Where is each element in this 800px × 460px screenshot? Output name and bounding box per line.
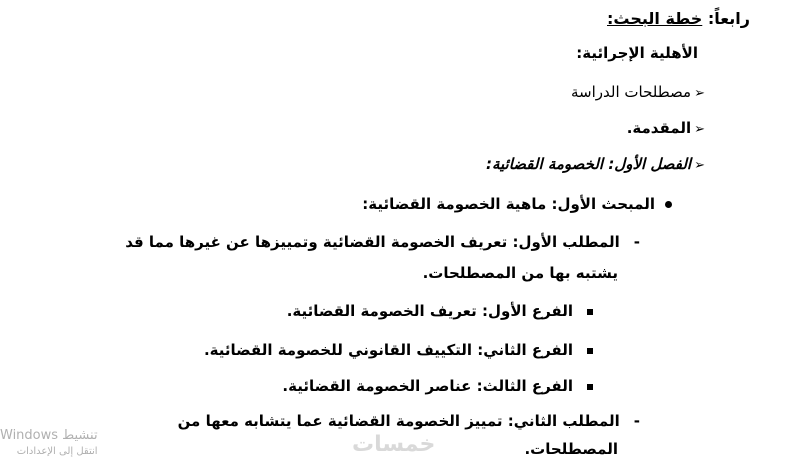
square-bullet-icon <box>587 384 593 390</box>
branch-item <box>287 300 593 322</box>
list-item <box>627 117 705 141</box>
requirement-text: المصطلحات. <box>524 440 618 458</box>
windows-activation-watermark <box>0 428 98 460</box>
heading <box>607 8 750 30</box>
heading-prefix: رابعاً: <box>707 9 750 28</box>
requirement-line <box>178 410 640 432</box>
square-bullet-icon <box>587 309 593 315</box>
heading-title: خطة البحث: <box>607 9 703 28</box>
arrowhead-icon: ➢ <box>694 122 705 137</box>
requirement-continuation <box>423 262 618 284</box>
item-text: مصطلحات الدراسة <box>571 83 692 101</box>
requirement-continuation <box>524 438 618 460</box>
branch-text: الفرع الثاني: التكييف القانوني للخصومة القضائية. <box>203 341 573 359</box>
branch-item <box>204 339 593 361</box>
branch-text: الفرع الأول: تعريف الخصومة القضائية. <box>286 302 573 320</box>
list-item <box>486 153 705 177</box>
section-line <box>362 193 672 215</box>
requirement-text: المطلب الأول: تعريف الخصومة القضائية وتمييزها عن غيرها مما قد <box>125 233 620 251</box>
branch-text: الفرع الثالث: عناصر الخصومة القضائية. <box>282 377 573 395</box>
requirement-line <box>125 231 640 253</box>
requirement-text: المطلب الثاني: تمييز الخصومة القضائية عما يتشابه معها من <box>177 412 620 430</box>
requirement-text: يشتبه بها من المصطلحات. <box>422 264 618 282</box>
item-text: المقدمة. <box>626 119 692 137</box>
bullet-dot-icon <box>665 201 672 208</box>
logo-text: خمسات <box>352 432 436 457</box>
arrowhead-icon: ➢ <box>694 86 705 101</box>
khamsat-logo <box>352 432 435 457</box>
section-text: المبحث الأول: ماهية الخصومة القضائية: <box>362 195 655 213</box>
activation-subtitle: انتقل إلى الإعدادات <box>16 446 98 457</box>
dash-icon: - <box>633 412 640 430</box>
arrowhead-icon: ➢ <box>694 158 705 173</box>
item-text: الفصل الأول: الخصومة القضائية: <box>485 155 692 173</box>
activation-title: تنشيط Windows <box>0 428 98 443</box>
dash-icon: - <box>633 233 640 251</box>
eligibility-text: الأهلية الإجرائية: <box>576 44 698 62</box>
branch-item <box>282 375 593 397</box>
list-item <box>571 81 705 105</box>
square-bullet-icon <box>587 348 593 354</box>
eligibility-line <box>576 42 698 64</box>
